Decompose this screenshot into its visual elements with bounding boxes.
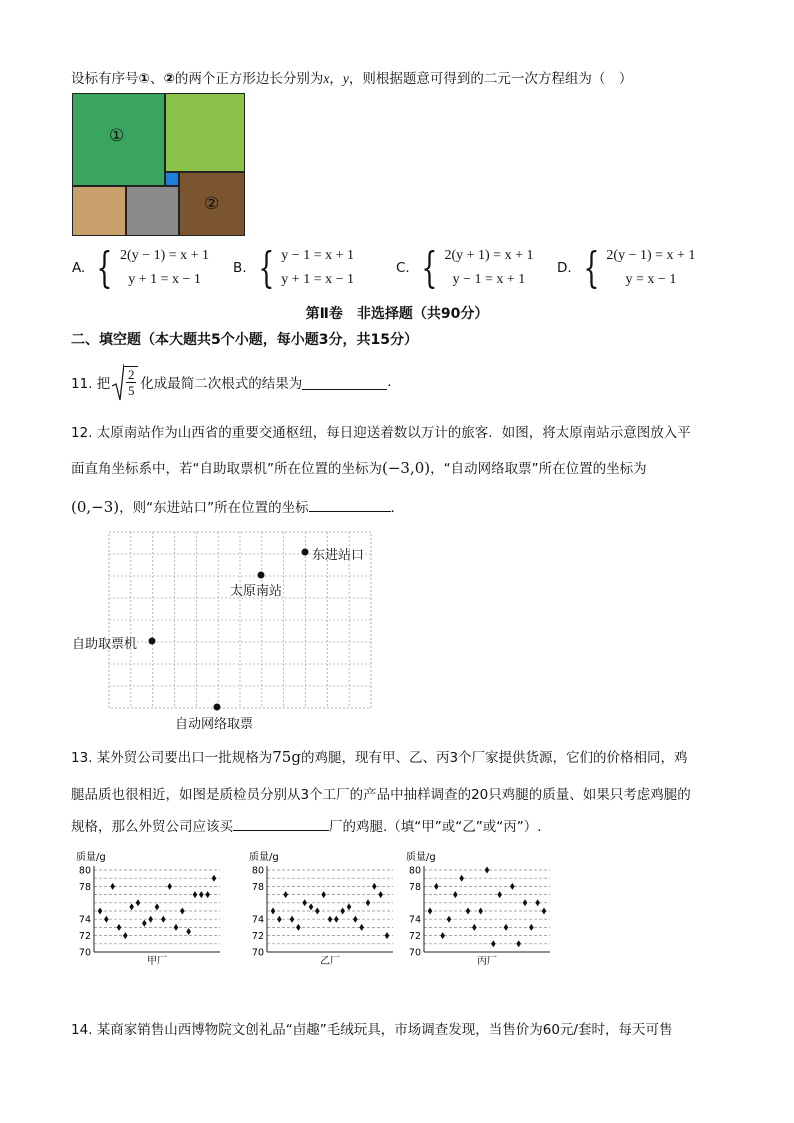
part2-title: 第Ⅱ卷 非选择题（共90分） (305, 306, 489, 322)
chart-point (478, 908, 483, 915)
section-heading: 二、填空题（本大题共5个小题，每小题3分，共15分） (71, 332, 418, 348)
square-2-label: ② (204, 194, 220, 214)
label-taiyuan-south: 太原南站 (230, 584, 283, 599)
chart-xlabel: 丙厂 (477, 956, 497, 966)
chart-point (104, 916, 109, 923)
option-b-eq1: y − 1 = x + 1 (281, 248, 354, 263)
label-east-entrance: 东进站口 (312, 548, 365, 563)
chart-point (110, 883, 115, 890)
q13-line3 (71, 815, 542, 835)
chart-tick-label: 70 (78, 947, 91, 959)
chart-tick-label: 72 (408, 931, 421, 943)
chart-point (359, 924, 364, 931)
chart-tick-label: 70 (251, 947, 264, 959)
point-taiyuan-south (258, 572, 265, 579)
chart-point (529, 924, 534, 931)
q12-end: ． (390, 500, 405, 516)
chart-point (385, 932, 390, 939)
chart-point (167, 883, 172, 890)
q10-var-y: y (342, 71, 349, 86)
scatter-chart-3 (402, 848, 552, 966)
chart-point (466, 908, 471, 915)
option-b-letter: B. (233, 260, 247, 276)
square-blue (165, 172, 179, 186)
brace-icon: { (257, 243, 274, 292)
square-gray (126, 186, 179, 236)
chart-point (334, 916, 339, 923)
chart-tick-label: 80 (251, 865, 264, 877)
option-b[interactable] (233, 244, 354, 292)
chart-tick-label: 74 (408, 914, 421, 926)
chart-point (290, 916, 295, 923)
chart-point (510, 883, 515, 890)
chart-point (180, 908, 185, 915)
q11-num: 11. 把 (71, 376, 111, 392)
square-1-label: ① (109, 126, 125, 146)
chart-point (161, 916, 166, 923)
option-a-eq2: y + 1 = x − 1 (128, 272, 201, 287)
chart-point (271, 908, 276, 915)
chart-point (129, 903, 134, 910)
q13-answer-blank[interactable] (233, 816, 329, 831)
chart-point (309, 903, 314, 910)
chart-point (155, 903, 160, 910)
chart-xlabel: 甲厂 (147, 956, 167, 966)
chart-point (542, 908, 547, 915)
chart-point (491, 940, 496, 947)
option-a-letter: A. (72, 260, 86, 276)
option-d-eq1: 2(y − 1) = x + 1 (606, 248, 696, 263)
chart-tick-label: 72 (78, 931, 91, 943)
chart-tick-label: 70 (408, 947, 421, 959)
chart-point (453, 891, 458, 898)
q11-frac-den: 5 (128, 383, 135, 398)
chart-ylabel: 质量/g (76, 852, 106, 863)
q13-line2: 腿品质也很相近，如图是质检员分别从3个工厂的产品中抽样调查的20只鸡腿的质量、如果只考虑鸡腿的 (71, 787, 691, 803)
chart-point (340, 908, 345, 915)
brace-icon: { (96, 243, 113, 292)
point-online-ticket (214, 704, 221, 711)
chart-point (485, 867, 490, 874)
sqrt-icon (112, 362, 138, 402)
chart-point (378, 891, 383, 898)
q11-text: 化成最简二次根式的结果为 (140, 376, 303, 392)
chart-point (459, 875, 464, 882)
q12-line3-text: ，则“东进站口”所在位置的坐标 (119, 500, 309, 516)
chart-point (277, 916, 282, 923)
label-online-ticket: 自动网络取票 (175, 717, 254, 732)
chart-point (472, 924, 477, 931)
option-c-eq1: 2(y + 1) = x + 1 (444, 248, 534, 263)
chart-point (148, 916, 153, 923)
chart-point (142, 920, 147, 927)
scatter-chart-1 (72, 848, 222, 966)
q12-line2 (71, 457, 647, 477)
chart-point (302, 899, 307, 906)
chart-point (123, 932, 128, 939)
chart-point (523, 899, 528, 906)
brace-icon: { (421, 243, 438, 292)
chart-point (296, 924, 301, 931)
chart-point (440, 932, 445, 939)
chart-point (283, 891, 288, 898)
station-map (60, 525, 390, 740)
chart-point (328, 916, 333, 923)
chart-point (516, 940, 521, 947)
chart-point (353, 916, 358, 923)
squares-figure (72, 93, 245, 236)
chart-point (193, 891, 198, 898)
label-self-ticket: 自助取票机 (72, 637, 138, 652)
chart-point (535, 899, 540, 906)
chart-point (321, 891, 326, 898)
q13-spec: 75g (272, 748, 301, 766)
q11 (71, 362, 392, 402)
chart-tick-label: 80 (78, 865, 91, 877)
q13-line1 (71, 746, 688, 766)
q10-stem-text-c: 的两个正方形边长分别为 (174, 71, 324, 87)
chart-point (199, 891, 204, 898)
q11-answer-blank[interactable] (302, 375, 387, 390)
chart-point (315, 908, 320, 915)
brace-icon: { (583, 243, 600, 292)
chart-tick-label: 74 (78, 914, 91, 926)
q13-line3a: 规格，那么外贸公司应该买 (71, 819, 233, 835)
q12-line1: 12. 太原南站作为山西省的重要交通枢纽，每日迎送着数以万计的旅客．如图，将太原南站示意图放入平 (71, 425, 691, 441)
q10-stem-text-d: ，则根据题意可得到的二元一次方程组为（ ） (348, 71, 633, 87)
chart-tick-label: 72 (251, 931, 264, 943)
q14-line1: 14. 某商家销售山西博物院文创礼品“卣趣”毛绒玩具，市场调查发现，当售价为60元/套时，每天可售 (71, 1022, 673, 1038)
q12-line3 (71, 496, 404, 516)
chart-point (136, 899, 141, 906)
scatter-chart-2 (245, 848, 395, 966)
q13-line1b: 的鸡腿，现有甲、乙、丙3个厂家提供货源，它们的价格相同，鸡 (300, 750, 688, 766)
chart-point (434, 883, 439, 890)
q10-stem (71, 67, 632, 87)
q10-circle-2: ② (163, 71, 175, 87)
q10-stem-text-b: 、 (149, 71, 164, 87)
chart-point (205, 891, 210, 898)
chart-point (347, 903, 352, 910)
point-self-ticket (149, 638, 156, 645)
option-c-eq2: y − 1 = x + 1 (452, 272, 526, 287)
chart-ylabel: 质量/g (406, 852, 436, 863)
chart-point (428, 908, 433, 915)
chart-tick-label: 78 (78, 881, 91, 893)
q12-line2a: 面直角坐标系中，若“自助取票机”所在位置的坐标为 (71, 461, 382, 477)
square-lime (165, 93, 245, 172)
chart-tick-label: 74 (251, 914, 264, 926)
chart-point (504, 924, 509, 931)
option-d-letter: D. (557, 260, 572, 276)
square-tan (72, 186, 126, 236)
q12-coord1: (−3,0) (382, 459, 431, 477)
option-d[interactable] (557, 244, 695, 292)
chart-xlabel: 乙厂 (320, 956, 340, 966)
chart-point (186, 928, 191, 935)
chart-point (117, 924, 122, 931)
chart-point (174, 924, 179, 931)
chart-tick-label: 80 (408, 865, 421, 877)
q10-var-x: x (323, 71, 330, 86)
q10-circle-1: ① (138, 71, 150, 87)
option-a[interactable] (72, 244, 209, 292)
option-c-letter: C. (396, 260, 410, 276)
chart-point (98, 908, 103, 915)
q10-comma: ， (329, 71, 343, 87)
chart-point (497, 891, 502, 898)
chart-point (372, 883, 377, 890)
q12-answer-blank[interactable] (309, 497, 391, 512)
square-2 (179, 172, 245, 236)
point-east-entrance (302, 549, 309, 556)
q10-stem-text-a: 设标有序号 (71, 71, 139, 87)
quality-charts (72, 848, 562, 968)
chart-point (366, 899, 371, 906)
option-b-eq2: y + 1 = x − 1 (281, 272, 354, 287)
option-d-eq2: y = x − 1 (625, 272, 677, 287)
chart-point (447, 916, 452, 923)
q11-end: . (387, 374, 392, 390)
option-a-eq1: 2(y − 1) = x + 1 (120, 248, 210, 263)
chart-ylabel: 质量/g (249, 852, 279, 863)
q13-line1a: 13. 某外贸公司要出口一批规格为 (71, 750, 273, 766)
chart-tick-label: 78 (251, 881, 264, 893)
chart-point (212, 875, 217, 882)
q12-line2b: ，“自动网络取票”所在位置的坐标为 (430, 461, 647, 477)
q11-frac-num: 2 (128, 367, 135, 382)
q13-line3b: 厂的鸡腿.（填“甲”或“乙”或“丙”）. (329, 819, 542, 835)
square-1 (72, 93, 165, 186)
chart-tick-label: 78 (408, 881, 421, 893)
q12-coord2: (0,−3) (71, 498, 120, 516)
option-c[interactable] (396, 244, 533, 292)
